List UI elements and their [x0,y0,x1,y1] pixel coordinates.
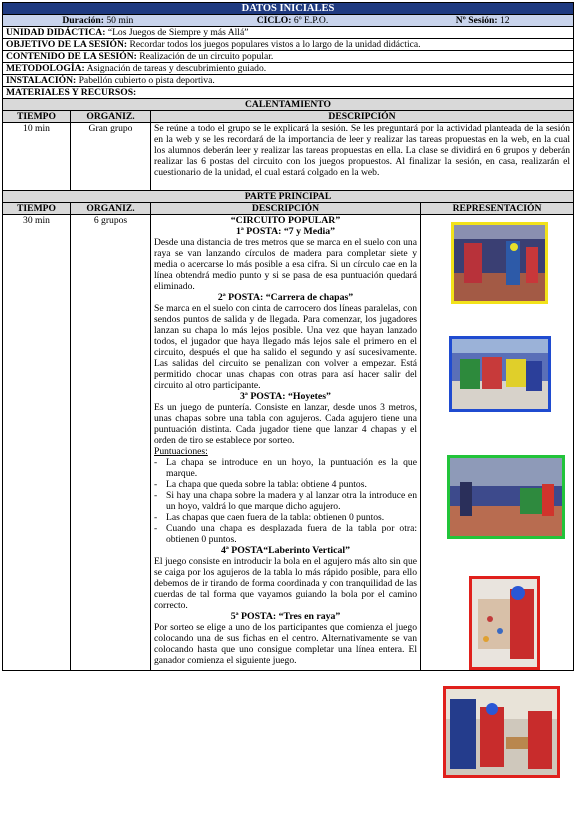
main-col-descripcion: DESCRIPCIÓN [151,203,421,215]
list-item: - La chapa se introduce en un hoyo, la puntuación es la que marque. [154,457,417,479]
section-title-parte-principal: PARTE PRINCIPAL [3,191,574,203]
section-title-calentamiento: CALENTAMIENTO [3,99,574,111]
posta3-title: 3ª POSTA: “Hoyetes” [240,391,331,402]
didactic-unit-row: UNIDAD DIDÁCTICA: “Los Juegos de Siempre y más Allá” [3,27,574,39]
circuit-title: “CIRCUITO POPULAR” [230,215,341,226]
methodology-row: METODOLOGÍA: Asignación de tareas y descubrimiento guiado. [3,63,574,75]
warmup-organiz: Gran grupo [71,123,151,191]
warmup-tiempo: 10 min [3,123,71,191]
posta5-title: 5ª POSTA: “Tres en raya” [230,611,341,622]
posta2-text: Se marca en el suelo con cinta de carrocero dos líneas paralelas, con sendos puntos de salida y de llegada. Para comenzar, los jugadores lanzan su chapa lo más lejos posible. Una vez que hayan lanzado todos, el jugador que haya llegado más lejos sale el primero en el circuito, después el que ha salido el segundo y así sucesivamente. Las salidas del circuito se penalizan con volver a empezar. Está permitido chocar unas chapas con otras para así hacer salir del circuito al otro participante. [154,303,417,391]
posta3-text: Es un juego de puntería. Consiste en lanzar, desde unos 3 metros, unas chapas sobre una tabla con agujeros. Cada agujero tiene una puntuación distinta. Cada jugador tiene que lanzar 4 chapas y el orden de tiro se establece por sorteo. [154,402,417,446]
section-title-datos-iniciales: DATOS INICIALES [3,3,574,15]
installation-row: INSTALACIÓN: Pabellón cubierto o pista deportiva. [3,75,574,87]
posta5-text: Por sorteo se elige a uno de los participantes que comienza el juego colocando una de sus fichas en el centro. Alternativamente se van colocando hasta que uno consigue completar una línea entera. El ganador comienza el siguiente juego. [154,622,417,666]
list-item: - Cuando una chapa es desplazada fuera de la tabla por otra: obtienen 0 puntos. [154,523,417,545]
main-col-organiz: ORGANIZ. [71,203,151,215]
session-sheet [2,2,573,671]
photo-posta5-image [443,686,560,778]
main-col-tiempo: TIEMPO [3,203,71,215]
session-number-field: Nº Sesión: 12 [455,15,510,26]
list-item: - Si hay una chapa sobre la madera y al lanzar otra la introduce en un hoyo, valdrá lo que marque dicho agujero. [154,490,417,512]
representacion-photos [421,215,574,671]
session-meta-row [3,15,574,27]
warmup-col-tiempo: TIEMPO [3,111,71,123]
warmup-col-organiz: ORGANIZ. [71,111,151,123]
session-table [2,2,574,671]
list-item: - La chapa que queda sobre la tabla: obtiene 4 puntos. [154,479,417,490]
list-item: - Las chapas que caen fuera de la tabla: obtienen 0 puntos. [154,512,417,523]
main-tiempo: 30 min [3,215,71,671]
main-organiz: 6 grupos [71,215,151,671]
photo-posta3-image [447,455,565,539]
main-descripcion [151,215,421,671]
posta2-title: 2ª POSTA: “Carrera de chapas” [217,292,354,303]
puntuaciones-label: Puntuaciones: [154,446,208,457]
content-row: CONTENIDO DE LA SESIÓN: Realización de un circuito popular. [3,51,574,63]
warmup-descripcion: Se reúne a todo el grupo se le explicará la sesión. Se les preguntará por la actividad planteada de la sesión en la web y se les recordará de la importancia de leer y realizar las tareas propuestas en la web, en la cual los alumnos deberán leer y realizar las tareas propuestas en ella. La clase se dividirá en 6 grupos y deberán realizar las 6 postas del circuito con los juegos propuestos. Al finalizar la sesión, en casa, realizarán el cuestionario de la unidad, el cual estará colgado en la web. [151,123,574,191]
posta1-text: Desde una distancia de tres metros que se marca en el suelo con una raya se van lanzando círculos de madera para completar siete y media o acercarse lo más posible a esa cifra. Si un círculo cae en la línea obtendrá medio punto y si se pasa de esa puntuación quedará eliminado. [154,237,417,292]
main-col-representacion: REPRESENTACIÓN [421,203,574,215]
posta4-text: El juego consiste en introducir la bola en el agujero más alto sin que se caiga por los agujeros de la tabla lo más rápido posible, para ello debemos de ir tirando de forma coordinada y con tranquilidad de las cuerdas de tal forma que vayamos guiando la bola por el camino correcto. [154,556,417,611]
posta4-title: 4ª POSTA“Laberinto Vertical” [220,545,351,556]
materials-row: MATERIALES Y RECURSOS: [3,87,574,99]
objective-row: OBJETIVO DE LA SESIÓN: Recordar todos los juegos populares vistos a lo largo de la unidad didáctica. [3,39,574,51]
cycle-field: CICLO: 6º E.P.O. [256,15,329,26]
duration-field: Duración: 50 min [62,15,134,26]
photo-posta4-image [469,576,540,670]
posta1-title: 1ª POSTA: “7 y Media” [235,226,336,237]
photo-posta1-image [451,222,548,304]
warmup-col-descripcion: DESCRIPCIÓN [151,111,574,123]
photo-posta2-image [449,336,551,412]
puntuaciones-list [154,457,417,545]
